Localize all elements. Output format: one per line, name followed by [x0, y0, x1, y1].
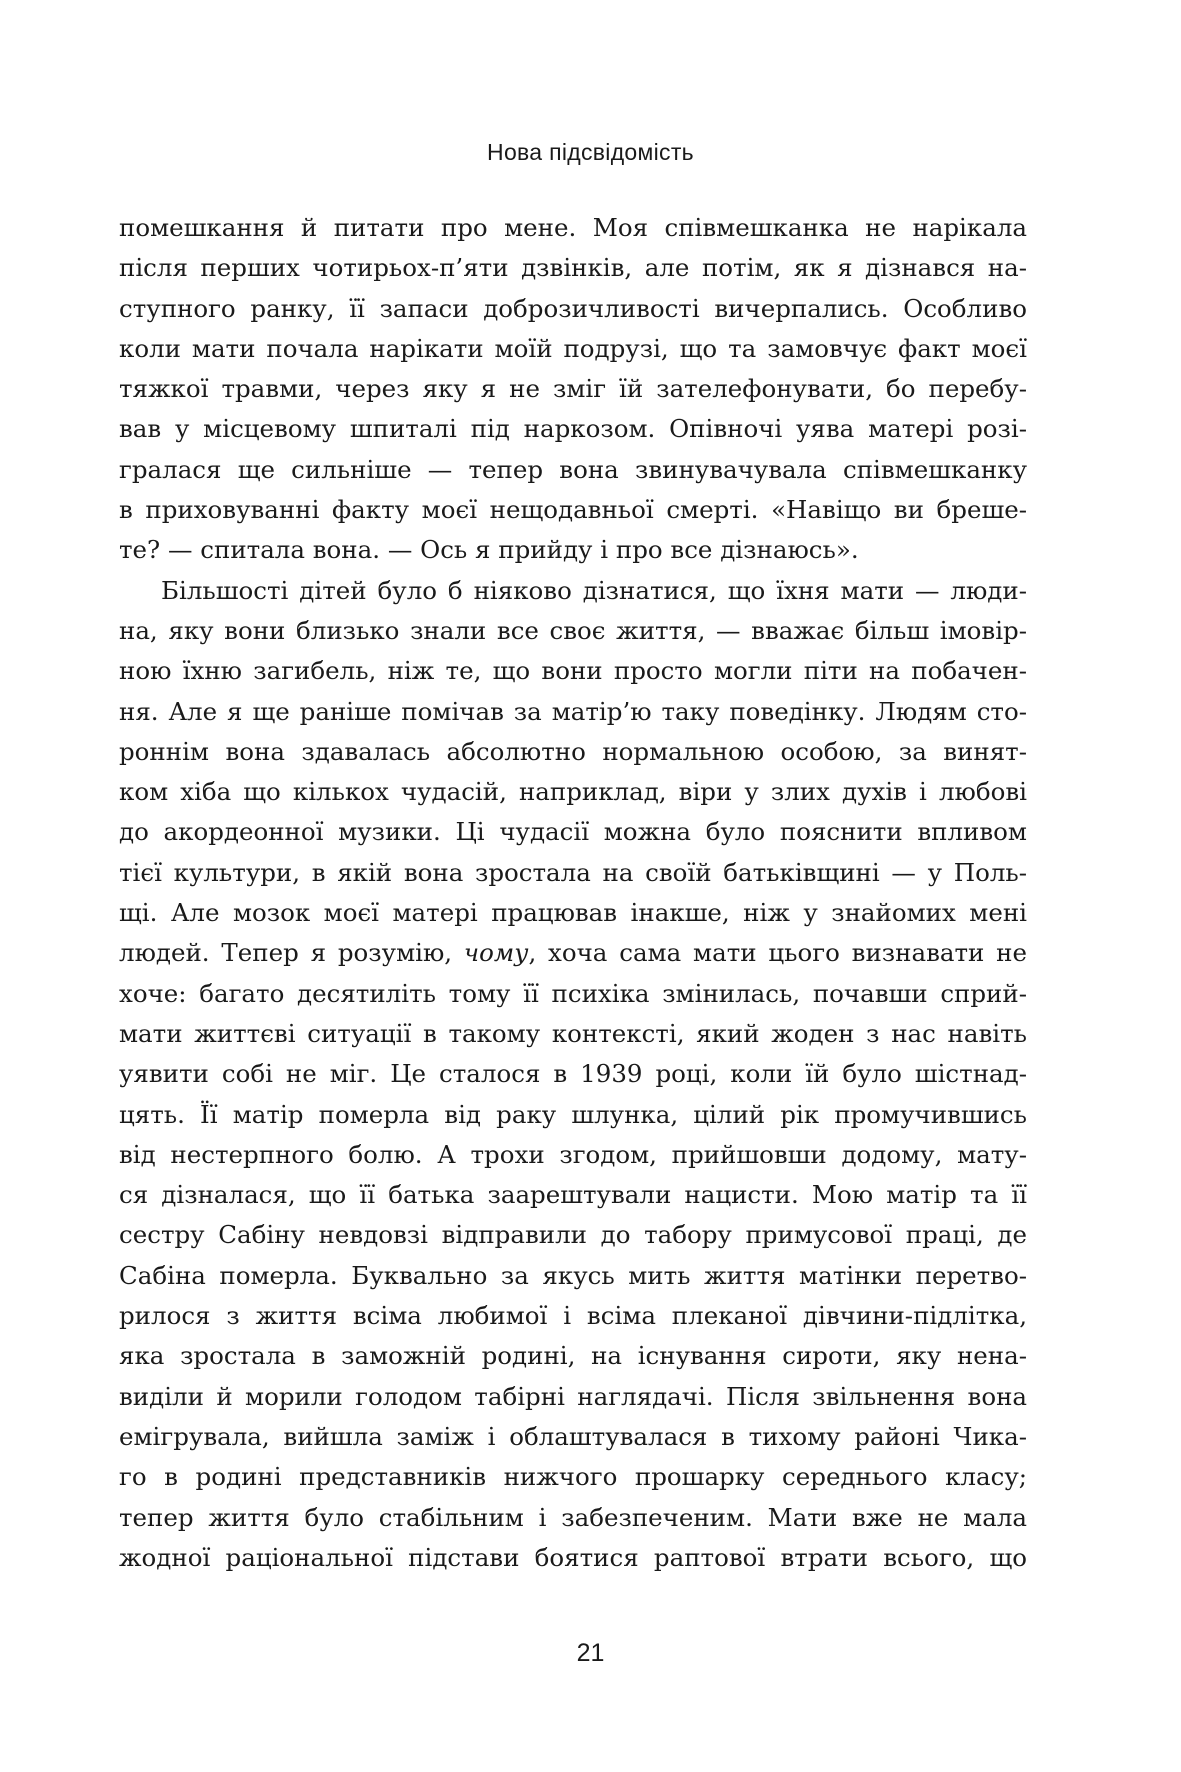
text-line-with-emphasis — [119, 933, 1027, 973]
text-segment: , хоча сама мати цього визнавати не — [528, 938, 1028, 968]
text-line: емігрувала, вийшла заміж і облаштувалася в тихому районі Чика- — [119, 1421, 1027, 1451]
text-line: Більшості дітей було б ніяково дізнатися, що їхня мати — люди- — [161, 575, 1027, 605]
text-line: ступного ранку, її запаси доброзичливості вичерпались. Особливо — [119, 293, 1027, 323]
text-line: Сабіна померла. Буквально за якусь мить життя матінки перетво- — [119, 1260, 1027, 1290]
text-line: рилося з життя всіма любимої і всіма плеканої дівчини-підлітка, — [119, 1301, 1027, 1331]
text-line: коли мати почала нарікати моїй подрузі, що та замовчує факт моєї — [119, 333, 1027, 363]
text-line: цять. Її матір померла від раку шлунка, цілий рік промучившись — [119, 1099, 1027, 1129]
text-line: уявити собі не міг. Це сталося в 1939 році, коли їй було шістнад- — [119, 1059, 1027, 1089]
text-line: го в родині представників нижчого прошарку середнього класу; — [119, 1462, 1027, 1492]
text-line: ком хіба що кількох чудасій, наприклад, віри у злих духів і любові — [119, 777, 1027, 807]
text-line: мати життєві ситуації в такому контексті, який жоден з нас навіть — [119, 1018, 1027, 1048]
text-line: ня. Але я ще раніше помічав за матір’ю таку поведінку. Людям сто- — [119, 696, 1027, 726]
text-line: жодної раціональної підстави боятися раптової втрати всього, що — [119, 1542, 1027, 1572]
text-line: тієї культури, в якій вона зростала на своїй батьківщині — у Поль- — [119, 857, 1027, 887]
text-line: вав у місцевому шпиталі під наркозом. Опівночі уява матері розі- — [119, 414, 1027, 444]
text-line: те? — спитала вона. — Ось я прийду і про все дізнаюсь». — [119, 535, 859, 565]
text-segment: людей. Тепер я розумію, — [119, 938, 464, 968]
page-number: 21 — [576, 1639, 605, 1667]
emphasized-word: чому — [463, 938, 529, 968]
text-line: до акордеонної музики. Ці чудасії можна було пояснити впливом — [119, 817, 1027, 847]
text-line: ся дізналася, що її батька заарештували нацисти. Мою матір та її — [119, 1180, 1027, 1210]
text-line: щі. Але мозок моєї матері працював інакше, ніж у знайомих мені — [119, 898, 1027, 928]
text-line: від нестерпного болю. А трохи згодом, прийшовши додому, мату- — [119, 1139, 1027, 1169]
text-line: гралася ще сильніше — тепер вона звинувачувала співмешканку — [119, 454, 1027, 484]
text-line: роннім вона здавалась абсолютно нормальною особою, за винят- — [119, 736, 1027, 766]
text-line: сестру Сабіну невдовзі відправили до табору примусової праці, де — [119, 1220, 1027, 1250]
text-line: тепер життя було стабільним і забезпеченим. Мати вже не мала — [119, 1502, 1027, 1532]
text-line: після перших чотирьох-п’яти дзвінків, але потім, як я дізнався на- — [119, 253, 1027, 283]
text-line: в приховуванні факту моєї нещодавньої смерті. «Навіщо ви бреше- — [119, 495, 1027, 525]
text-line: ною їхню загибель, ніж те, що вони просто могли піти на побачен- — [119, 656, 1027, 686]
running-header-title: Нова підсвідомість — [487, 139, 694, 165]
text-line: помешкання й питати про мене. Моя співмешканка не нарікала — [119, 213, 1027, 242]
text-line: хоче: багато десятиліть тому її психіка змінилась, почавши сприй- — [119, 978, 1027, 1008]
text-line: на, яку вони близько знали все своє життя, — вважає більш імовір- — [119, 615, 1027, 645]
text-line: тяжкої травми, через яку я не зміг їй зателефонувати, бо перебу- — [119, 374, 1027, 404]
body-text — [119, 208, 1027, 1578]
text-line: виділи й морили голодом табірні наглядачі. Після звільнення вона — [119, 1381, 1027, 1411]
text-line: яка зростала в заможній родині, на існування сироти, яку нена- — [119, 1341, 1027, 1371]
